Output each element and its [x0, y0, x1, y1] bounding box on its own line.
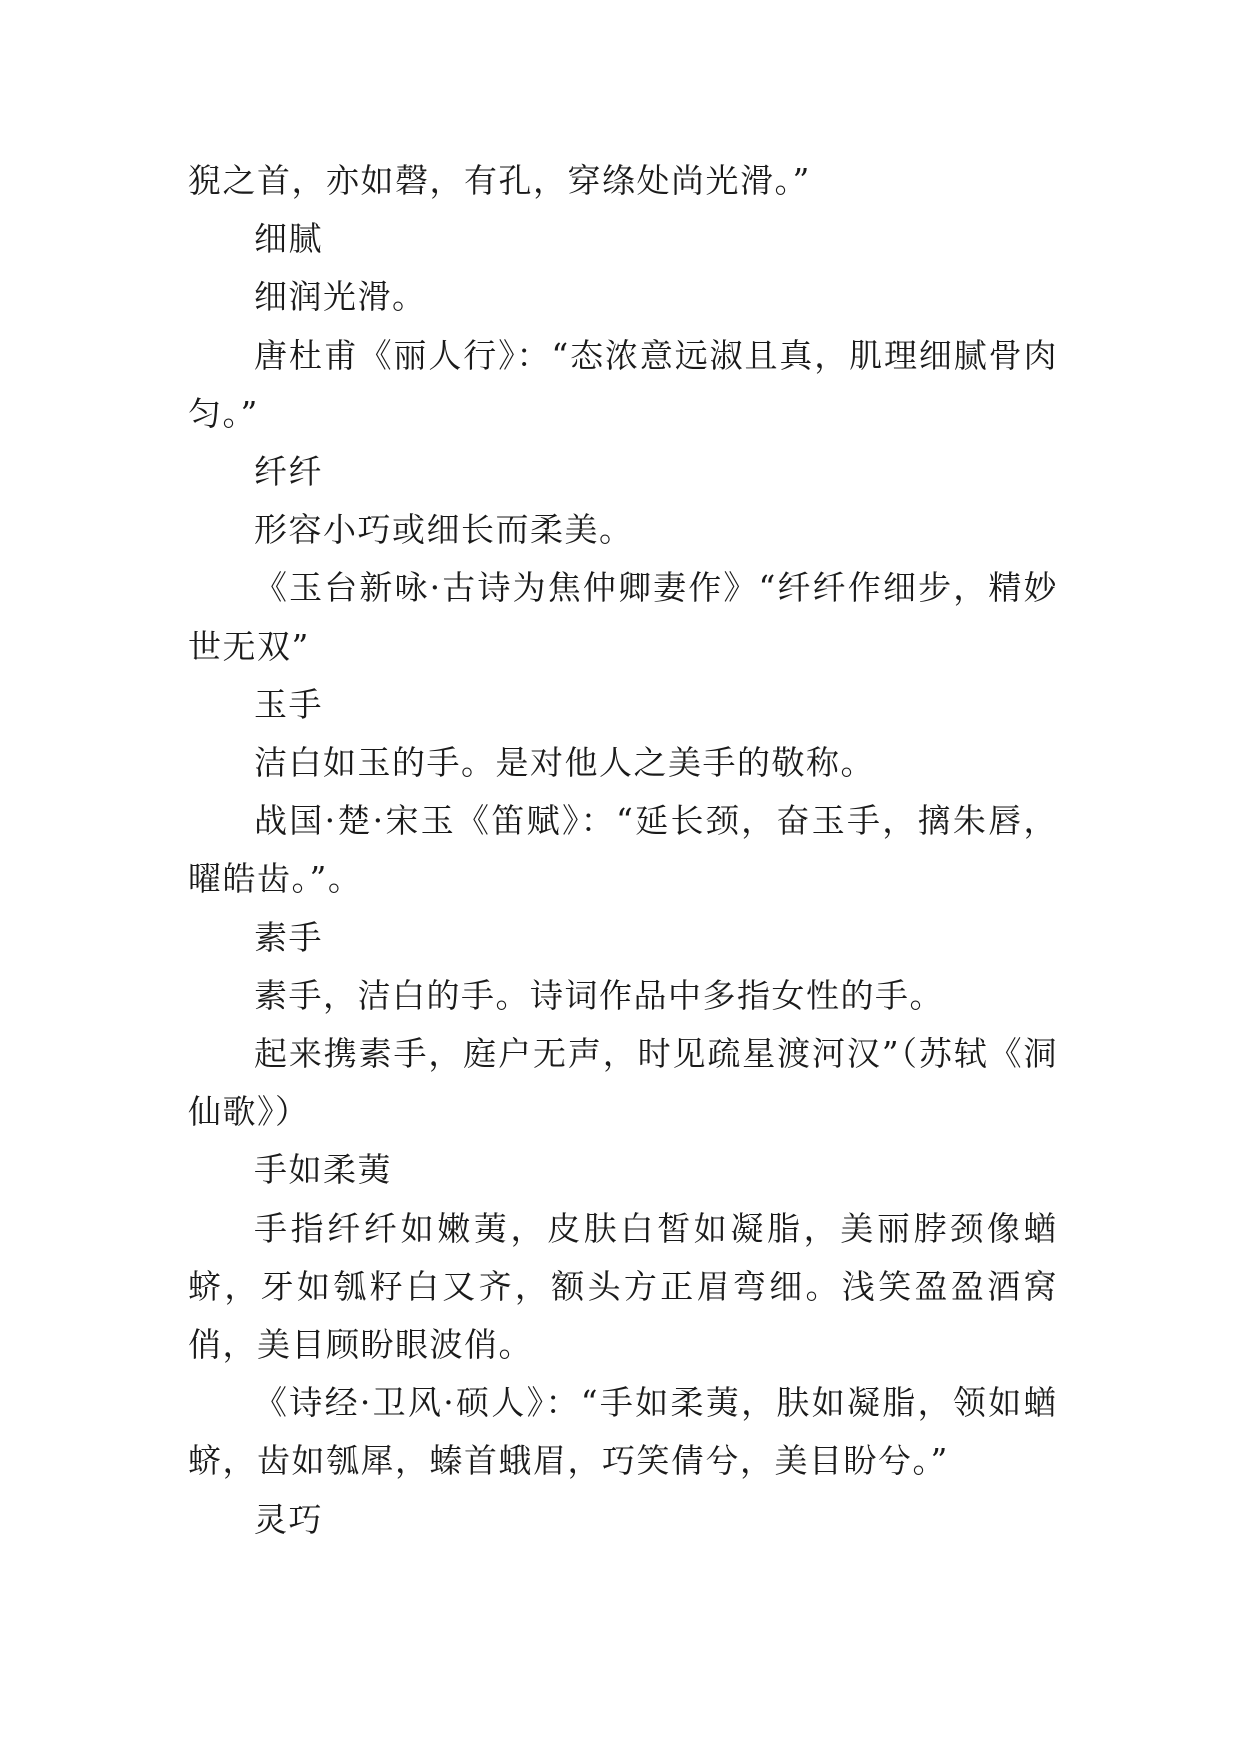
term-heading-lingqiao: 灵巧	[254, 1499, 323, 1539]
definition-shoururouti: 手指纤纤如嫩荑，皮肤白皙如凝脂，美丽脖颈像蝤蛴，牙如瓠籽白又齐，额头方正眉弯细。浅笑盈盈酒窝俏，美目顾盼眼波俏。	[188, 1208, 1058, 1365]
quote-xini: 唐杜甫《丽人行》：“态浓意远淑且真，肌理细腻骨肉匀。”	[188, 335, 1058, 433]
paragraph-continuation: 猊之首，亦如磬，有孔，穿绦处尚光滑。”	[188, 161, 811, 200]
quote-sushou: 起来携素手，庭户无声，时见疏星渡河汉”（苏轼《洞仙歌》）	[188, 1034, 1058, 1132]
term-heading-xini: 细腻	[254, 219, 323, 259]
term-heading-shoururouti: 手如柔荑	[254, 1150, 392, 1190]
quote-yushou: 战国·楚·宋玉《笛赋》：“延长颈，奋玉手，摛朱唇，曜皓齿。”。	[188, 801, 1058, 899]
definition-xini: 细润光滑。	[254, 277, 427, 317]
definition-sushou: 素手，洁白的手。诗词作品中多指女性的手。	[254, 975, 944, 1015]
body-text	[188, 152, 1058, 1549]
quote-shoururouti: 《诗经·卫风·硕人》：“手如柔荑，肤如凝脂，领如蝤蛴，齿如瓠犀，螓首蛾眉，巧笑倩兮，美目盼兮。”	[188, 1383, 1058, 1481]
quote-xianxian: 《玉台新咏·古诗为焦仲卿妻作》“纤纤作细步，精妙世无双”	[188, 568, 1058, 666]
definition-xianxian: 形容小巧或细长而柔美。	[254, 510, 634, 550]
term-heading-xianxian: 纤纤	[254, 452, 323, 492]
term-heading-sushou: 素手	[254, 917, 323, 957]
term-heading-yushou: 玉手	[254, 684, 323, 724]
definition-yushou: 洁白如玉的手。是对他人之美手的敬称。	[254, 743, 875, 783]
